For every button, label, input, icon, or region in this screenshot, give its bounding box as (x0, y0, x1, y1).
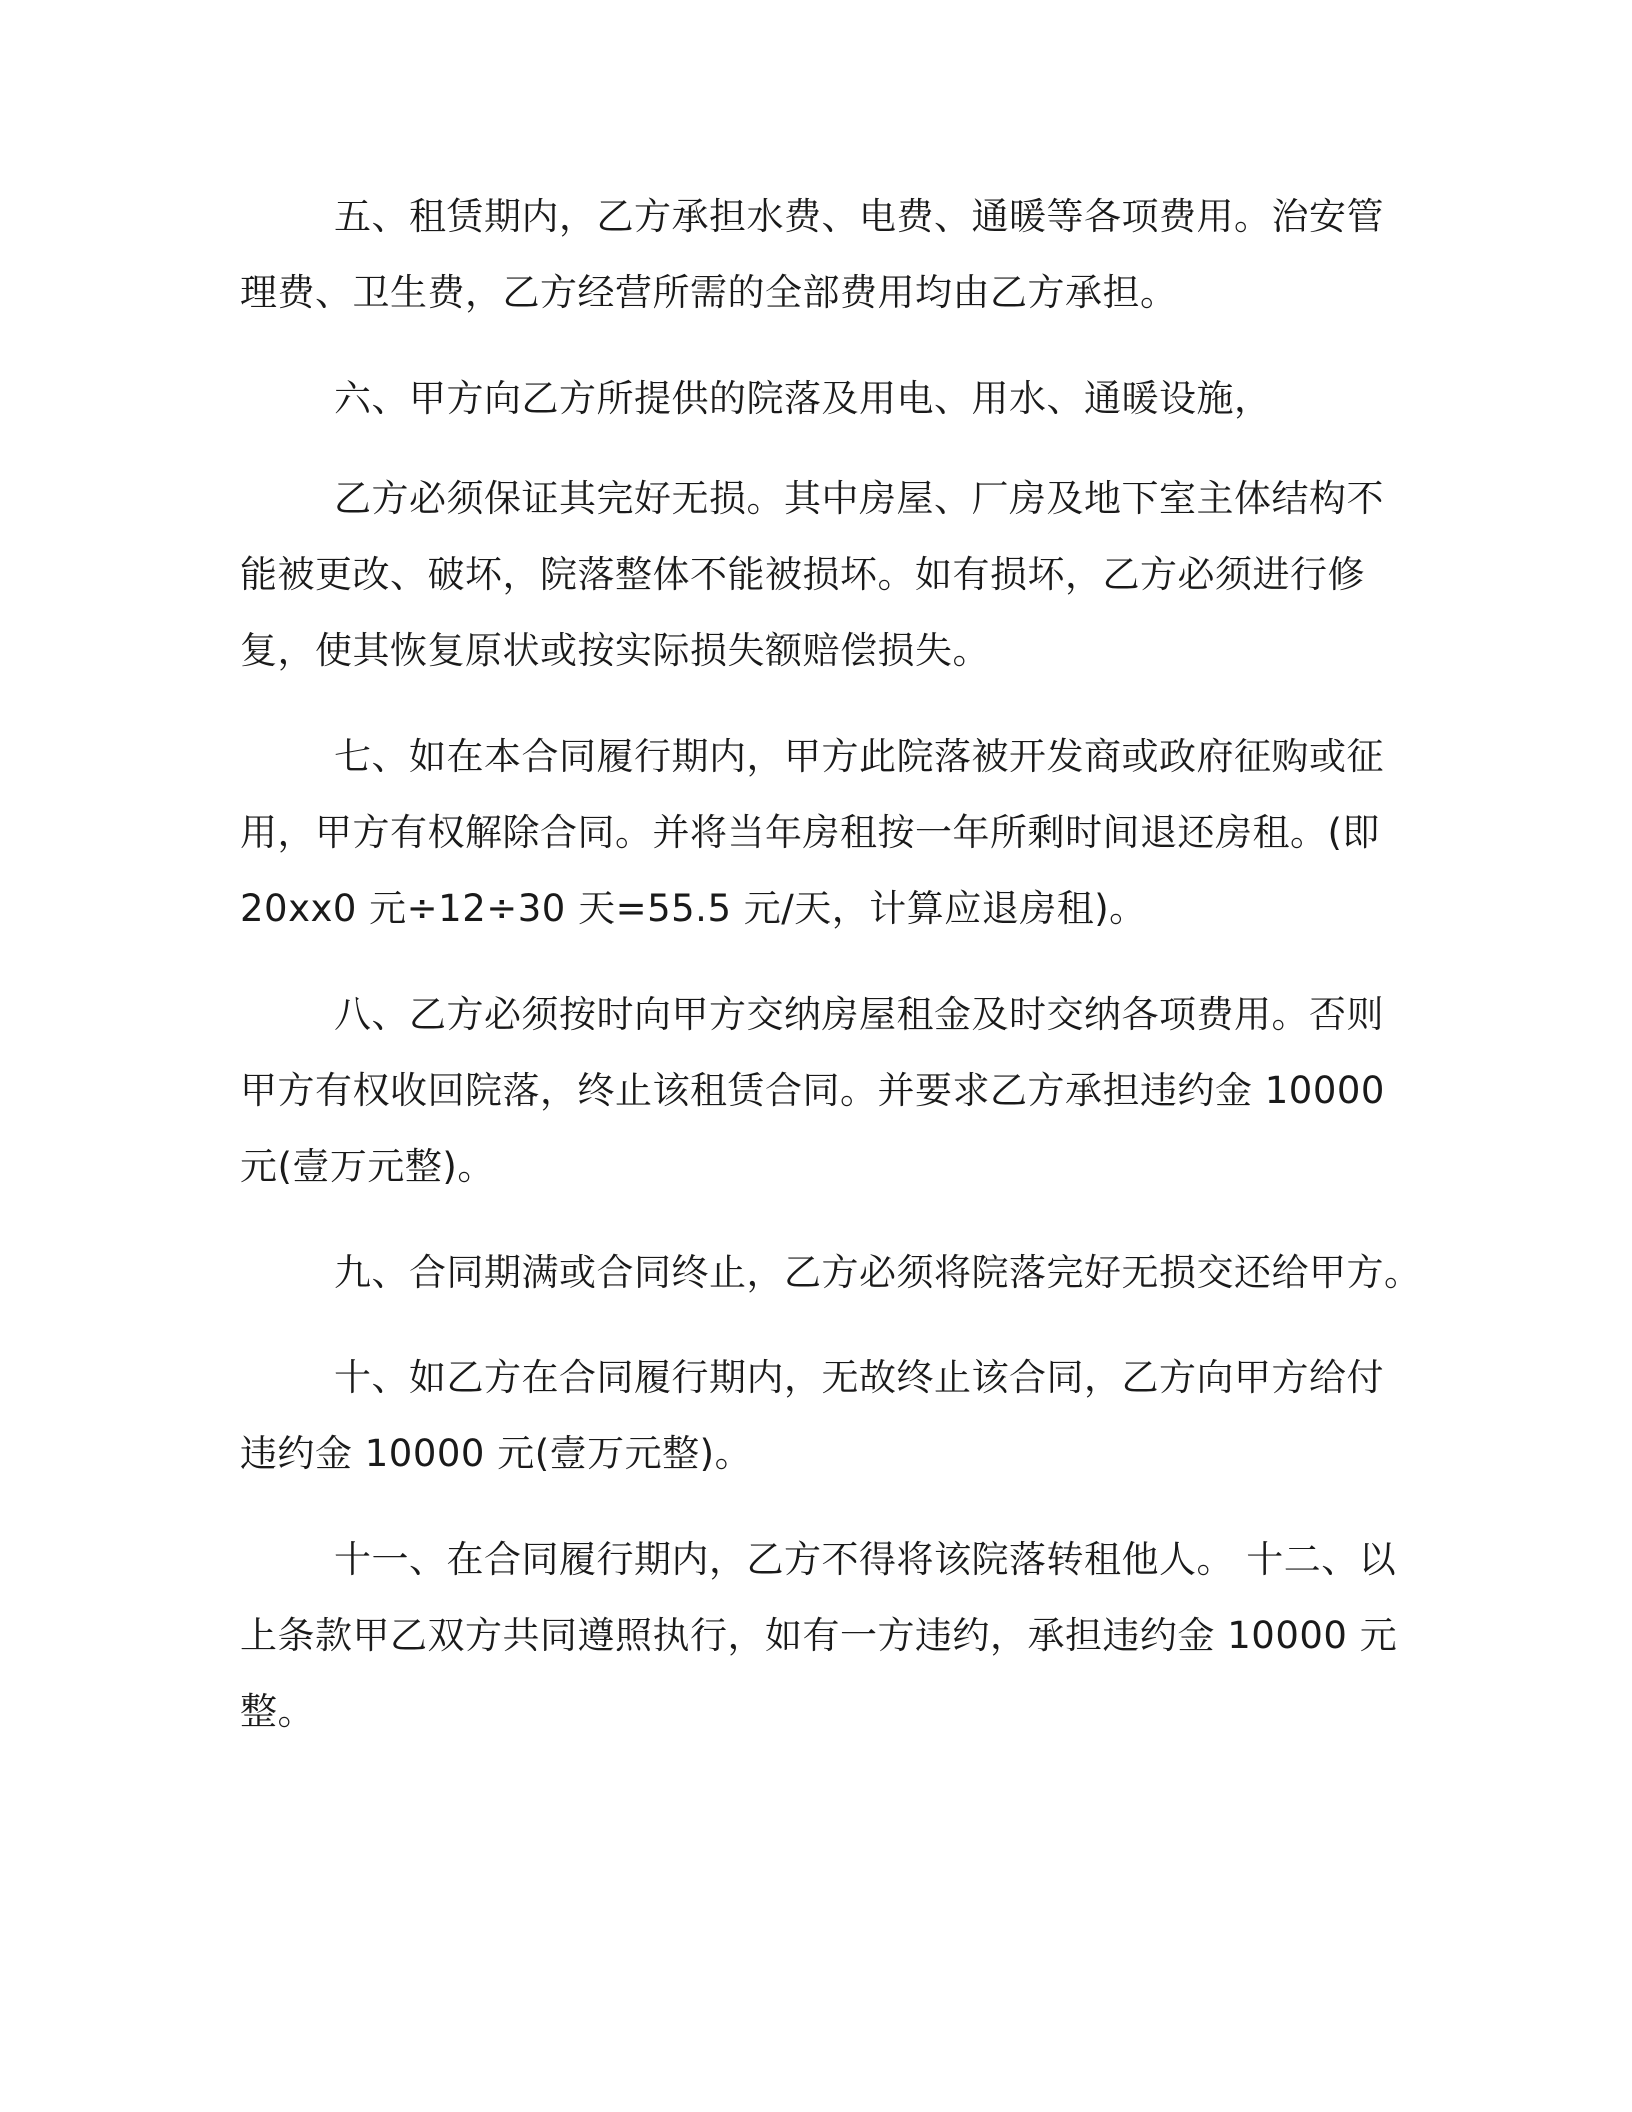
clause-6-cont-line-3: 复，使其恢复原状或按实际损失额赔偿损失。 (240, 629, 990, 672)
clause-6-cont-line-1: 乙方必须保证其完好无损。其中房屋、厂房及地下室主体结构不 (334, 477, 1384, 520)
clause-10-line-1: 十、如乙方在合同履行期内，无故终止该合同，乙方向甲方给付 (334, 1356, 1384, 1399)
clause-5-line-1: 五、租赁期内，乙方承担水费、电费、通暖等各项费用。治安管 (334, 195, 1384, 238)
clause-7-line-1: 七、如在本合同履行期内，甲方此院落被开发商或政府征购或征 (334, 735, 1384, 778)
clause-5-line-2: 理费、卫生费，乙方经营所需的全部费用均由乙方承担。 (240, 271, 1178, 314)
clause-11-12-line-3: 整。 (240, 1690, 315, 1733)
clause-7-line-2: 用，甲方有权解除合同。并将当年房租按一年所剩时间退还房租。(即 (240, 811, 1380, 854)
clause-10-line-2: 违约金 10000 元(壹万元整)。 (240, 1432, 753, 1475)
clause-9-line-1: 九、合同期满或合同终止，乙方必须将院落完好无损交还给甲方。 (334, 1251, 1422, 1294)
clause-7-line-3: 20xx0 元÷12÷30 天=55.5 元/天，计算应退房租)。 (240, 887, 1147, 930)
clause-6-cont-line-2: 能被更改、破坏，院落整体不能被损坏。如有损坏，乙方必须进行修 (240, 553, 1365, 596)
clause-8-line-3: 元(壹万元整)。 (240, 1145, 495, 1188)
clause-8-line-2: 甲方有权收回院落，终止该租赁合同。并要求乙方承担违约金 10000 (240, 1069, 1385, 1112)
clause-11-12-line-2: 上条款甲乙双方共同遵照执行，如有一方违约，承担违约金 10000 元 (240, 1614, 1398, 1657)
clause-6-line-1: 六、甲方向乙方所提供的院落及用电、用水、通暖设施， (334, 377, 1272, 420)
clause-11-12-line-1: 十一、在合同履行期内，乙方不得将该院落转租他人。 十二、以 (334, 1538, 1397, 1581)
clause-8-line-1: 八、乙方必须按时向甲方交纳房屋租金及时交纳各项费用。否则 (334, 993, 1384, 1036)
